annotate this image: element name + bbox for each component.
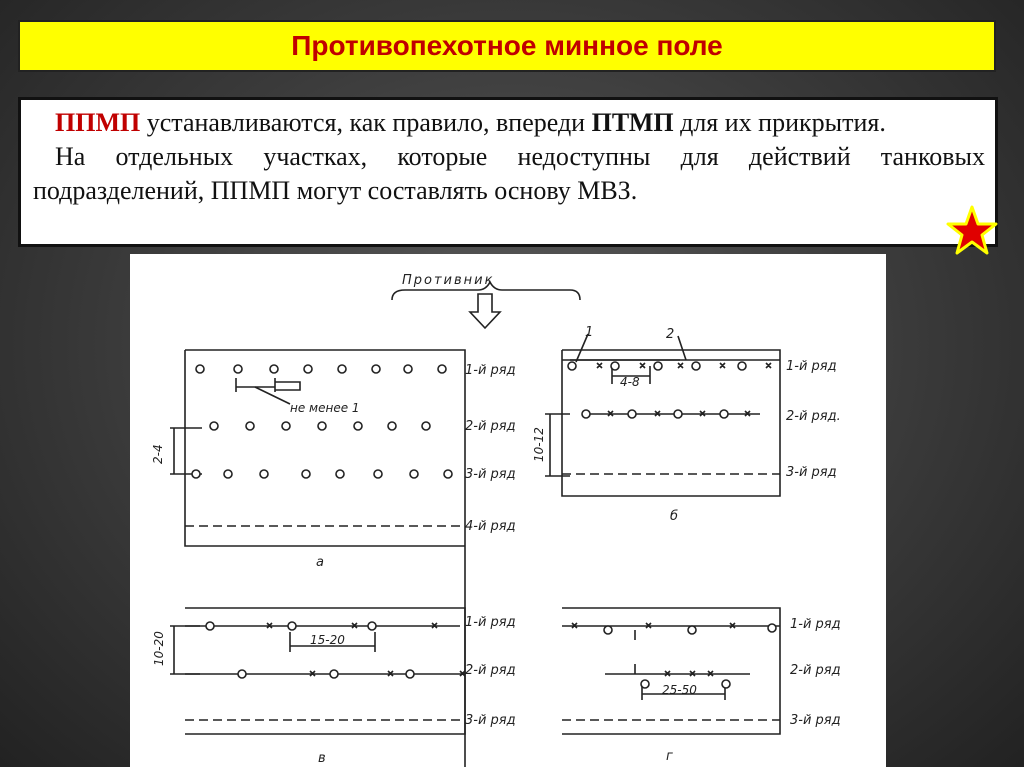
- dim-a-label: 2-4: [151, 444, 165, 464]
- row1-label: 1-й ряд: [465, 363, 516, 378]
- row3-b-label: 3-й ряд: [786, 465, 837, 480]
- panel-a-label: а: [316, 555, 324, 570]
- paragraph-2: На отдельных участках, которые недоступны для действий танковых подразделений, ППМП могут составлять основу МВЗ.: [33, 142, 985, 205]
- enemy-label: Противник: [402, 273, 495, 288]
- dim-c-rows: 10-20: [152, 631, 166, 666]
- paragraph-1: [33, 106, 985, 140]
- row2-b-label: 2-й ряд.: [786, 409, 841, 424]
- row3-label: 3-й ряд: [465, 467, 516, 482]
- slide-title: Противопехотное минное поле: [291, 30, 723, 61]
- panel-d-label: г: [666, 749, 673, 764]
- panel-c-label: в: [318, 751, 326, 766]
- p1-end: для их прикрытия.: [673, 108, 886, 137]
- term-ptmp: ПТМП: [591, 108, 674, 137]
- term-ppmp: ППМП: [55, 108, 141, 137]
- minefield-diagram: [130, 254, 886, 767]
- description-box: [18, 97, 998, 247]
- row3-d-label: 3-й ряд: [790, 713, 841, 728]
- row2-d-label: 2-й ряд: [790, 663, 841, 678]
- min-distance-label: не менее 1: [290, 401, 360, 415]
- p1-middle: устанавливаются, как правило, впереди: [140, 108, 592, 137]
- row2-label: 2-й ряд: [465, 419, 516, 434]
- row1-c-label: 1-й ряд: [465, 615, 516, 630]
- callout-1: 1: [585, 325, 594, 340]
- dim-c-spacing: 15-20: [310, 633, 345, 647]
- dim-b-spacing: 4-8: [620, 375, 640, 389]
- row3-c-label: 3-й ряд: [465, 713, 516, 728]
- row4-label: 4-й ряд: [465, 519, 516, 534]
- row2-c-label: 2-й ряд: [465, 663, 516, 678]
- panel-b-label: б: [670, 509, 679, 524]
- row1-b-label: 1-й ряд: [786, 359, 837, 374]
- dim-b-rows: 10-12: [532, 427, 546, 462]
- callout-2: 2: [666, 327, 675, 342]
- red-star-icon: [946, 205, 998, 255]
- dim-d-spacing: 25-50: [662, 683, 697, 697]
- row1-d-label: 1-й ряд: [790, 617, 841, 632]
- minefield-schematic: [130, 254, 886, 767]
- title-bar: [18, 20, 996, 72]
